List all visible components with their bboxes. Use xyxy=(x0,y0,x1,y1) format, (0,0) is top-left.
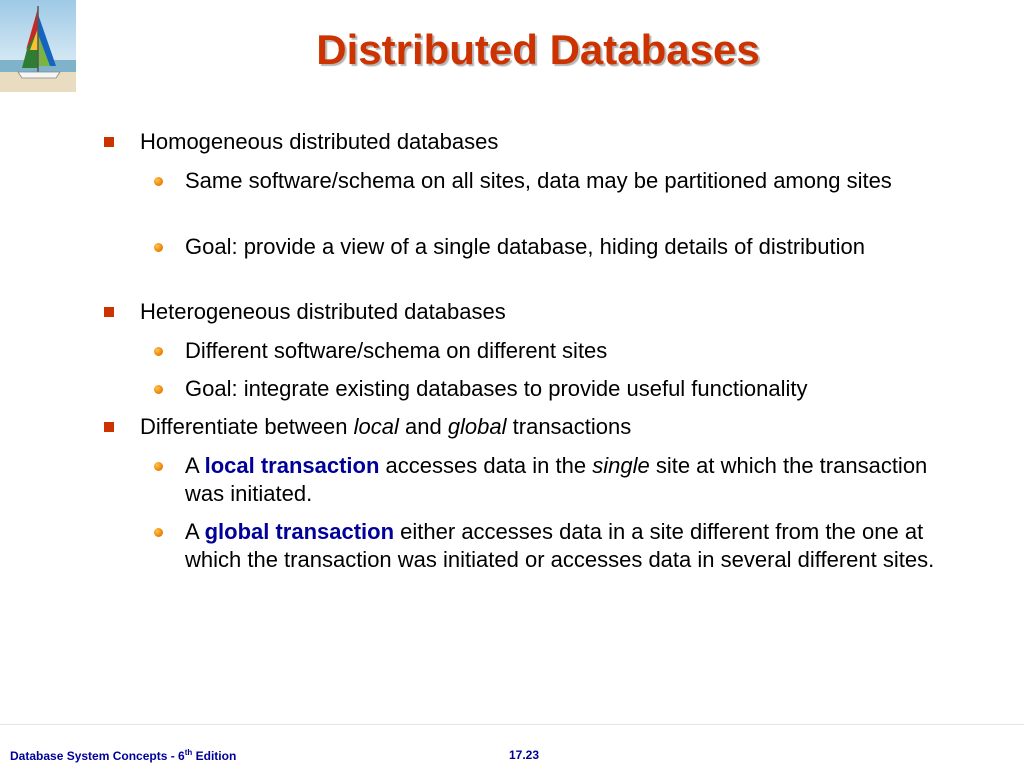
slide-footer xyxy=(0,724,1024,769)
bullet-level2: Same software/schema on all sites, data may be partitioned among sites xyxy=(185,168,892,193)
footer-title-text: Database System Concepts - 6 xyxy=(10,749,185,763)
bullet-level1 xyxy=(140,413,960,441)
emphasis-single: single xyxy=(592,453,650,478)
text-run: site at which the transaction was initiated. xyxy=(185,453,928,506)
footer-page-number: 17.23 xyxy=(509,748,540,762)
footer-title-suffix: Edition xyxy=(192,749,237,763)
bullet-dot-icon xyxy=(154,347,163,356)
text-run: Differentiate between xyxy=(140,414,354,439)
bullet-square-icon xyxy=(104,422,114,432)
text-run: and xyxy=(398,414,448,439)
bullet-dot-icon xyxy=(154,243,163,252)
footer-book-title xyxy=(10,748,236,763)
text-run: accesses data in the xyxy=(379,453,593,478)
bullet-dot-icon xyxy=(154,177,163,186)
text-run: transactions xyxy=(506,414,632,439)
bullet-dot-icon xyxy=(154,385,163,394)
bullet-level2 xyxy=(185,452,945,508)
text-run: either accesses data in a site different from the one at which the transaction was initiated or accesses data in several different sites. xyxy=(185,519,935,572)
keyword-global-transaction: global transaction xyxy=(204,519,395,544)
bullet-square-icon xyxy=(104,307,114,317)
bullet-level2 xyxy=(185,518,945,574)
slide-title: Distributed Databases xyxy=(316,26,760,73)
bullet-dot-icon xyxy=(154,528,163,537)
bullet-level1: Heterogeneous distributed databases xyxy=(140,299,506,324)
footer-title-sup: th xyxy=(184,748,193,757)
keyword-local-transaction: local transaction xyxy=(204,453,380,478)
bullet-square-icon xyxy=(104,137,114,147)
bullet-level2: Goal: integrate existing databases to provide useful functionality xyxy=(185,376,808,401)
bullet-level1: Homogeneous distributed databases xyxy=(140,129,499,154)
text-run: A xyxy=(185,453,205,478)
text-run: A xyxy=(185,519,205,544)
emphasis-global: global xyxy=(447,414,507,439)
bullet-level2: Goal: provide a view of a single database, hiding details of distribution xyxy=(185,234,865,259)
bullet-level2: Different software/schema on different sites xyxy=(185,338,608,363)
bullet-dot-icon xyxy=(154,462,163,471)
emphasis-local: local xyxy=(353,414,399,439)
